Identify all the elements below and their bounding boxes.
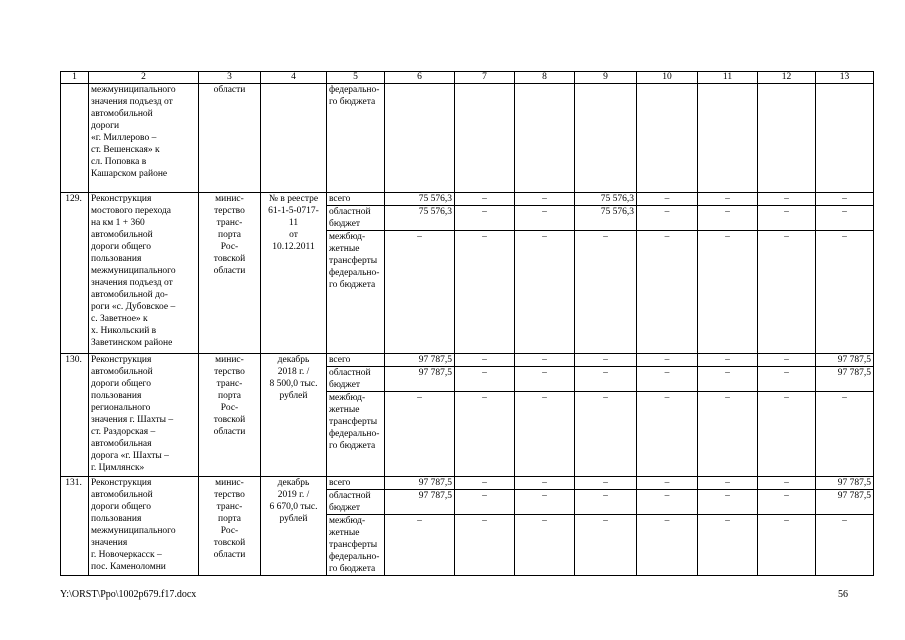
value-cell: – [698,354,758,367]
column-header: 8 [515,72,575,84]
table-row [61,354,874,367]
value-cell: – [698,206,758,231]
value-cell: – [455,354,515,367]
funding-source: всего [327,354,385,367]
value-cell: – [637,515,698,576]
column-header: 7 [455,72,515,84]
column-header: 4 [261,72,327,84]
value-cell: – [575,515,637,576]
value-cell: – [575,392,637,477]
value-cell [455,84,515,193]
value-cell: 97 787,5 [385,354,455,367]
funding-source: областной бюджет [327,206,385,231]
document-info [261,84,327,193]
value-cell: – [455,206,515,231]
value-cell: 97 787,5 [816,490,874,515]
value-cell [515,84,575,193]
object-name: межмуниципального значения подъезд от автомобильной дороги «г. Миллерово – ст. Вешенская» к сл. Поповка в Кашарском районе [89,84,199,193]
row-number: 129. [61,193,89,354]
value-cell: 97 787,5 [816,477,874,490]
column-header: 2 [89,72,199,84]
value-cell: – [515,206,575,231]
responsible-org: минис- терство транс- порта Рос- товской области [199,477,261,576]
value-cell: – [575,354,637,367]
responsible-org: минис- терство транс- порта Рос- товской области [199,193,261,354]
value-cell: – [698,477,758,490]
value-cell: – [758,392,816,477]
funding-source: межбюд- жетные трансферты федерально- го бюджета [327,231,385,354]
value-cell: – [385,231,455,354]
value-cell: 75 576,3 [575,193,637,206]
value-cell: 97 787,5 [385,367,455,392]
column-header: 13 [816,72,874,84]
responsible-org: минис- терство транс- порта Рос- товской области [199,354,261,477]
value-cell: – [385,515,455,576]
responsible-org: области [199,84,261,193]
value-cell [698,84,758,193]
value-cell: 75 576,3 [385,193,455,206]
value-cell: – [758,354,816,367]
table-row [61,193,874,206]
row-number: 130. [61,354,89,477]
column-header: 12 [758,72,816,84]
value-cell: – [515,392,575,477]
value-cell: – [455,515,515,576]
value-cell [758,84,816,193]
funding-source: всего [327,193,385,206]
value-cell [816,84,874,193]
value-cell: – [816,515,874,576]
value-cell: – [637,367,698,392]
value-cell [575,84,637,193]
object-name: Реконструкция автомобильной дороги общего пользования межмуниципального значения г. Новочеркасск – пос. Каменоломни [89,477,199,576]
value-cell: 75 576,3 [385,206,455,231]
funding-source: межбюд- жетные трансферты федерально- го бюджета [327,515,385,576]
value-cell: – [637,206,698,231]
value-cell: – [758,515,816,576]
value-cell: – [575,231,637,354]
value-cell: – [758,490,816,515]
value-cell: 97 787,5 [385,490,455,515]
value-cell: – [575,477,637,490]
footer-page-number: 56 [838,589,848,600]
value-cell: – [758,206,816,231]
column-header: 9 [575,72,637,84]
value-cell: – [698,193,758,206]
document-info: декабрь 2018 г. / 8 500,0 тыс. рублей [261,354,327,477]
value-cell: – [816,392,874,477]
document-info: декабрь 2019 г. / 6 670,0 тыс. рублей [261,477,327,576]
table-row [61,84,874,193]
value-cell: – [758,477,816,490]
value-cell: – [575,367,637,392]
value-cell: – [637,490,698,515]
funding-source: областной бюджет [327,367,385,392]
value-cell: – [575,490,637,515]
value-cell: – [515,231,575,354]
value-cell: 97 787,5 [385,477,455,490]
value-cell: – [698,490,758,515]
row-number [61,84,89,193]
object-name: Реконструкция автомобильной дороги общего пользования регионального значения г. Шахты – ст. Раздорская – автомобильная дорога «г. Шахты – г. Цимлянск» [89,354,199,477]
row-number: 131. [61,477,89,576]
value-cell: – [515,193,575,206]
value-cell: – [698,392,758,477]
value-cell: – [455,193,515,206]
value-cell: – [816,206,874,231]
document-info: № в реестре 61-1-5-0717- 11 от 10.12.2011 [261,193,327,354]
value-cell: – [637,477,698,490]
funding-source: федерально- го бюджета [327,84,385,193]
column-header: 3 [199,72,261,84]
value-cell [637,84,698,193]
column-header: 6 [385,72,455,84]
header-row [61,72,874,84]
value-cell: – [455,392,515,477]
funding-source: межбюд- жетные трансферты федерально- го бюджета [327,392,385,477]
object-name: Реконструкция мостового перехода на км 1 + 360 автомобильной дороги общего пользования межмуниципального значения подъезд от автомобильной до- роги «с. Дубовское – с. Заветное» к х. Никольский в Заветинском районе [89,193,199,354]
value-cell: – [816,231,874,354]
value-cell: – [455,367,515,392]
value-cell: – [455,490,515,515]
value-cell: – [637,193,698,206]
value-cell: – [637,354,698,367]
column-header: 5 [327,72,385,84]
value-cell: – [758,231,816,354]
value-cell: – [816,193,874,206]
value-cell: – [515,515,575,576]
value-cell: – [698,367,758,392]
table-row [61,477,874,490]
value-cell: – [455,231,515,354]
value-cell: – [758,367,816,392]
funding-source: всего [327,477,385,490]
value-cell: – [698,515,758,576]
value-cell: – [515,490,575,515]
value-cell: – [455,477,515,490]
value-cell: – [758,193,816,206]
value-cell: – [637,231,698,354]
value-cell: 97 787,5 [816,367,874,392]
value-cell: – [515,367,575,392]
column-header: 11 [698,72,758,84]
budget-table [60,71,874,576]
value-cell [385,84,455,193]
funding-source: областной бюджет [327,490,385,515]
column-header: 10 [637,72,698,84]
value-cell: 75 576,3 [575,206,637,231]
value-cell: 97 787,5 [816,354,874,367]
value-cell: – [515,354,575,367]
value-cell: – [515,477,575,490]
value-cell: – [637,392,698,477]
value-cell: – [385,392,455,477]
value-cell: – [698,231,758,354]
footer-file-path: Y:\ORST\Ppo\1002p679.f17.docx [60,589,197,600]
column-header: 1 [61,72,89,84]
